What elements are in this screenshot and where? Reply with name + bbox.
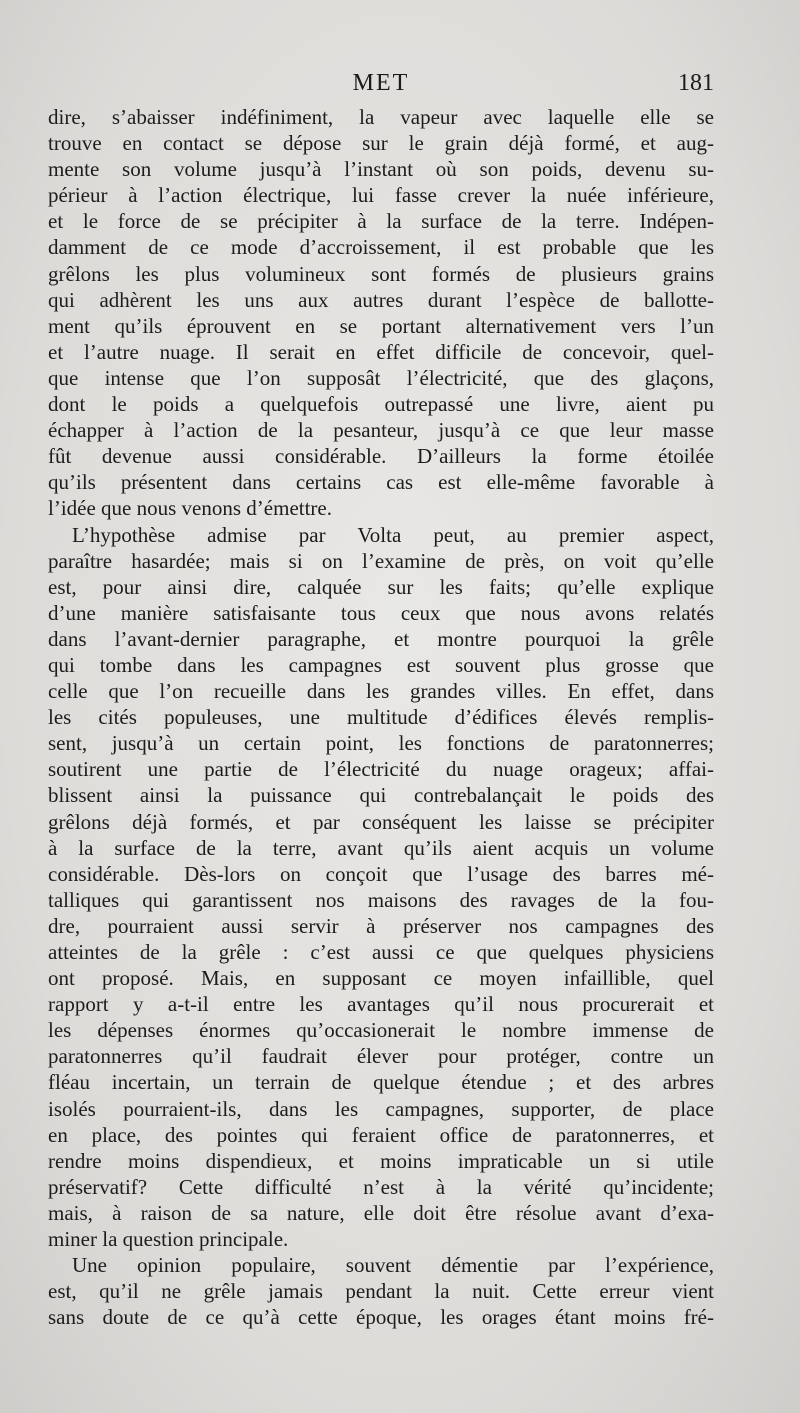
text-line: dre, pourraient aussi servir à préserver nos campagnes des (48, 913, 714, 938)
text-line: sans doute de ce qu’à cette époque, les orages étant moins fré- (48, 1305, 714, 1330)
text-line: à la surface de la terre, avant qu’ils aient acquis un volume (48, 835, 714, 860)
text-line: dire, s’abaisser indéfiniment, la vapeur avec laquelle elle se (48, 105, 714, 129)
text-line: sent, jusqu’à un certain point, les fonctions de paratonnerres; (48, 731, 714, 756)
text-line: dans l’avant-dernier paragraphe, et montre pourquoi la grêle (48, 626, 714, 651)
text-line: les cités populeuses, une multitude d’édifices élevés remplis- (48, 705, 714, 730)
text-line: grêlons les plus volumineux sont formés de plusieurs grains (48, 261, 714, 286)
text-line: l’idée que nous venons d’émettre. (48, 496, 332, 521)
text-line: ont proposé. Mais, en supposant ce moyen infaillible, quel (48, 966, 714, 991)
text-line: trouve en contact se dépose sur le grain déjà formé, et aug- (48, 131, 714, 156)
text-line: considérable. Dès-lors on conçoit que l’usage des barres mé- (48, 861, 714, 886)
text-line: rapport y a-t-il entre les avantages qu’il nous procurerait et (48, 992, 714, 1017)
text-line: qui tombe dans les campagnes est souvent plus grosse que (48, 652, 714, 677)
text-line: échapper à l’action de la pesanteur, jusqu’à ce que leur masse (48, 418, 714, 443)
text-line: préservatif? Cette difficulté n’est à la vérité qu’incidente; (48, 1174, 714, 1199)
text-line: Une opinion populaire, souvent démentie par l’expérience, (72, 1253, 714, 1278)
text-line: qui adhèrent les uns aux autres durant l’espèce de ballotte- (48, 287, 714, 312)
running-head-title: MET (352, 70, 410, 96)
text-line: isolés pourraient-ils, dans les campagnes, supporter, de place (48, 1096, 714, 1121)
text-line: paraître hasardée; mais si on l’examine de près, on voit qu’elle (48, 548, 714, 573)
text-line: soutirent une partie de l’électricité du nuage orageux; affai- (48, 757, 714, 782)
text-line: périeur à l’action électrique, lui fasse crever la nuée inférieure, (48, 183, 714, 208)
text-line: les dépenses énormes qu’occasionerait le nombre immense de (48, 1018, 714, 1043)
text-line: est, pour ainsi dire, calquée sur les faits; qu’elle explique (48, 574, 714, 599)
text-line: rendre moins dispendieux, et moins impraticable un si utile (48, 1148, 714, 1173)
text-line: que intense que l’on supposât l’électricité, que des glaçons, (48, 365, 714, 390)
text-line: paratonnerres qu’il faudrait élever pour protéger, contre un (48, 1044, 714, 1069)
text-line: L’hypothèse admise par Volta peut, au premier aspect, (72, 522, 714, 547)
text-line: talliques qui garantissent nos maisons des ravages de la fou- (48, 887, 714, 912)
text-line: fût devenue aussi considérable. D’ailleurs la forme étoilée (48, 444, 714, 469)
text-line: ment qu’ils éprouvent en se portant alternativement vers l’un (48, 313, 714, 338)
text-line: grêlons déjà formés, et par conséquent les laisse se précipiter (48, 809, 714, 834)
text-line: dont le poids a quelquefois outrepassé une livre, aient pu (48, 392, 714, 417)
text-line: blissent ainsi la puissance qui contrebalançait le poids des (48, 783, 714, 808)
text-line: d’une manière satisfaisante tous ceux que nous avons relatés (48, 600, 714, 625)
text-line: miner la question principale. (48, 1227, 289, 1252)
text-line: et l’autre nuage. Il serait en effet difficile de concevoir, quel- (48, 339, 714, 364)
text-line: atteintes de la grêle : c’est aussi ce que quelques physiciens (48, 940, 714, 964)
text-line: celle que l’on recueille dans les grandes villes. En effet, dans (48, 679, 714, 704)
text-line: mais, à raison de sa nature, elle doit être résolue avant d’exa- (48, 1200, 714, 1225)
text-line: qu’ils présentent dans certains cas est elle-même favorable à (48, 470, 714, 495)
text-line: mente son volume jusqu’à l’instant où son poids, devenu su- (48, 157, 714, 182)
text-line: damment de ce mode d’accroissement, il est probable que les (48, 235, 714, 260)
body-text (48, 104, 714, 1330)
text-line: en place, des pointes qui feraient office de paratonnerres, et (48, 1122, 714, 1147)
text-line: fléau incertain, un terrain de quelque étendue ; et des arbres (48, 1070, 714, 1095)
text-line: est, qu’il ne grêle jamais pendant la nuit. Cette erreur vient (48, 1279, 714, 1304)
text-line: et le force de se précipiter à la surface de la terre. Indépen- (48, 209, 714, 234)
page-number: 181 (678, 70, 714, 96)
